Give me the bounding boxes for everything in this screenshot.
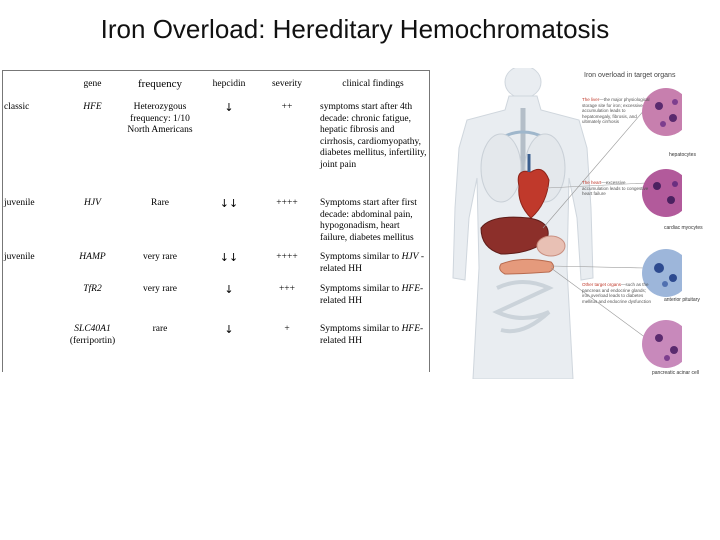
cell-type: juvenile	[4, 198, 35, 208]
header-severity: severity	[271, 79, 303, 90]
caption-anterior-pituitary: anterior pituitary	[664, 297, 700, 303]
header-frequency: frequency	[138, 78, 182, 91]
cell-gene: HAMP	[79, 252, 106, 262]
cell-findings: Symptoms start after first decade: abdominal pain, hypogonadism, heart failure, diabetes mellitus	[320, 198, 417, 243]
cell-gene: HFE	[83, 102, 102, 112]
header-gene: gene	[83, 79, 102, 90]
cell-hepcidin: ↓↓	[219, 197, 239, 210]
cell-frequency: very rare	[142, 284, 177, 294]
cell-findings: symptoms start after 4th decade: chronic fatigue, hepatic fibrosis and cirrhosis, cardiomyopathy, diabetes mellitus, infertility, joint pain	[320, 102, 427, 170]
slide-title: Iron Overload: Hereditary Hemochromatosis	[100, 14, 610, 44]
cell-frequency: Rare	[151, 198, 169, 208]
cell-findings: Symptoms similar to HJV -related HH	[320, 252, 424, 274]
header-hepcidin: hepcidin	[212, 79, 246, 90]
table-row	[2, 322, 430, 362]
cell-severity: ++++	[276, 252, 298, 262]
table-row	[2, 100, 430, 196]
cell-gene: HJV	[84, 198, 101, 208]
pancreatic-acinar-image	[642, 320, 682, 368]
caption-pancreatic-acinar: pancreatic acinar cell	[652, 370, 699, 376]
cell-frequency: very rare	[142, 252, 177, 262]
cell-type: juvenile	[4, 252, 35, 262]
cell-hepcidin: ↓	[224, 101, 234, 114]
cell-hepcidin: ↓↓	[219, 251, 239, 264]
cell-frequency: rare	[152, 324, 168, 334]
liver-note: The liver—the major physiological storage site for iron; excessive accumulation leads to hepatomegaly, fibrosis, and ultimately cirrhosis	[582, 97, 650, 124]
caption-cardiac-myocytes: cardiac myocytes	[664, 225, 703, 231]
cell-type	[2, 322, 65, 362]
table-row	[2, 282, 430, 322]
other-organs-note: Other target organs—such as the pancreas and endocrine glands; iron overload leads to diabetes mellitus and endocrine dysfunction	[582, 282, 652, 304]
cell-gene: TfR2	[83, 284, 102, 294]
cell-hepcidin: ↓	[224, 323, 234, 336]
cell-severity: +	[284, 324, 290, 334]
cell-findings: Symptoms similar to HFE-related HH	[320, 324, 424, 346]
cell-findings: Symptoms similar to HFE-related HH	[320, 284, 424, 306]
cell-type: classic	[4, 102, 30, 112]
heart-note: The heart—excessive accumulation leads to congestive heart failure	[582, 180, 649, 196]
cell-severity: +++	[278, 284, 296, 294]
cell-frequency: Heterozygous frequency: 1/10 North Americans	[127, 102, 193, 135]
cell-type	[2, 282, 65, 322]
cell-severity: ++++	[276, 198, 298, 208]
cell-hepcidin: ↓	[224, 283, 234, 296]
cell-severity: ++	[281, 102, 293, 112]
cell-gene: SLC40A1 (ferriportin)	[69, 324, 116, 346]
header-type	[2, 70, 65, 100]
header-clinical-findings: clinical findings	[342, 79, 404, 90]
table-header-row	[2, 70, 430, 100]
table-row	[2, 250, 430, 282]
hh-table	[2, 70, 430, 372]
caption-hepatocytes: hepatocytes	[669, 152, 696, 158]
figure-heading: Iron overload in target organs	[584, 72, 676, 79]
table-row	[2, 196, 430, 250]
